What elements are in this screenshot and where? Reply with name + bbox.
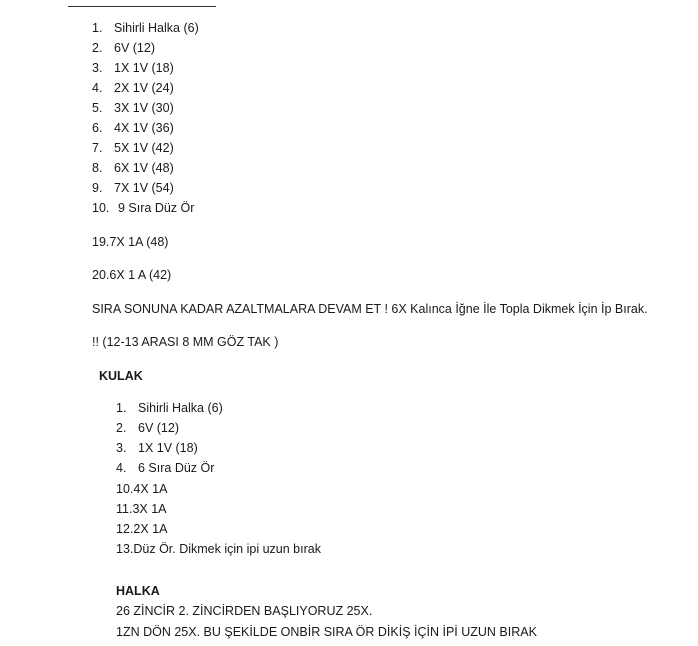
list-item bbox=[92, 80, 174, 96]
halka-heading: HALKA bbox=[116, 584, 160, 598]
list-item bbox=[116, 420, 179, 436]
item-number: 4. bbox=[116, 461, 127, 475]
item-number: 7. bbox=[92, 141, 103, 155]
item-number: 1. bbox=[116, 401, 127, 415]
item-text: Sihirli Halka (6) bbox=[114, 21, 199, 35]
list-item bbox=[92, 140, 174, 156]
list-item bbox=[116, 400, 223, 416]
list-item bbox=[92, 200, 194, 216]
halka-line-1: 26 ZİNCİR 2. ZİNCİRDEN BAŞLIYORUZ 25X. bbox=[116, 604, 373, 618]
item-text: Sihirli Halka (6) bbox=[138, 401, 223, 415]
item-number: 2. bbox=[116, 421, 127, 435]
item-number: 2. bbox=[92, 41, 103, 55]
list-item bbox=[116, 460, 214, 476]
item-text: 4X 1V (36) bbox=[114, 121, 174, 135]
item-text: 6V (12) bbox=[138, 421, 179, 435]
item-text: 6 Sıra Düz Ör bbox=[138, 461, 215, 475]
item-number: 3. bbox=[92, 61, 103, 75]
item-text: 6V (12) bbox=[114, 41, 155, 55]
row-20: 20.6X 1 A (42) bbox=[92, 268, 172, 282]
item-number: 6. bbox=[92, 121, 103, 135]
kulak-row-12: 12.2X 1A bbox=[116, 522, 168, 536]
item-number: 1. bbox=[92, 21, 103, 35]
item-number: 8. bbox=[92, 161, 103, 175]
top-rule bbox=[68, 6, 216, 7]
item-text: 7X 1V (54) bbox=[114, 181, 174, 195]
item-number: 4. bbox=[92, 81, 103, 95]
item-text: 5X 1V (42) bbox=[114, 141, 174, 155]
item-number: 9. bbox=[92, 181, 103, 195]
list-item bbox=[92, 160, 174, 176]
kulak-row-11: 11.3X 1A bbox=[116, 502, 167, 516]
item-text: 9 Sıra Düz Ör bbox=[118, 201, 195, 215]
item-text: 1X 1V (18) bbox=[138, 441, 198, 455]
list-item bbox=[92, 100, 174, 116]
item-number: 5. bbox=[92, 101, 103, 115]
item-text: 2X 1V (24) bbox=[114, 81, 174, 95]
kulak-heading: KULAK bbox=[99, 369, 143, 383]
eye-note: !! (12-13 ARASI 8 MM GÖZ TAK ) bbox=[92, 335, 279, 349]
list-item bbox=[92, 180, 174, 196]
item-text: 3X 1V (30) bbox=[114, 101, 174, 115]
item-number: 3. bbox=[116, 441, 127, 455]
item-text: 1X 1V (18) bbox=[114, 61, 174, 75]
row-19: 19.7X 1A (48) bbox=[92, 235, 169, 249]
list-item bbox=[116, 440, 198, 456]
instruction-text: SIRA SONUNA KADAR AZALTMALARA DEVAM ET ! 6X Kalınca İğne İle Topla Dikmek İçin İp Bırak. bbox=[92, 302, 648, 316]
list-item bbox=[92, 20, 199, 36]
list-item bbox=[92, 120, 174, 136]
item-text: 6X 1V (48) bbox=[114, 161, 174, 175]
list-item bbox=[92, 60, 174, 76]
item-number: 10. bbox=[92, 201, 110, 215]
kulak-row-13: 13.Düz Ör. Dikmek için ipi uzun bırak bbox=[116, 542, 321, 556]
halka-line-2: 1ZN DÖN 25X. BU ŞEKİLDE ONBİR SIRA ÖR DİKİŞ İÇİN İPİ UZUN BIRAK bbox=[116, 625, 537, 639]
kulak-row-10: 10.4X 1A bbox=[116, 482, 168, 496]
list-item bbox=[92, 40, 155, 56]
